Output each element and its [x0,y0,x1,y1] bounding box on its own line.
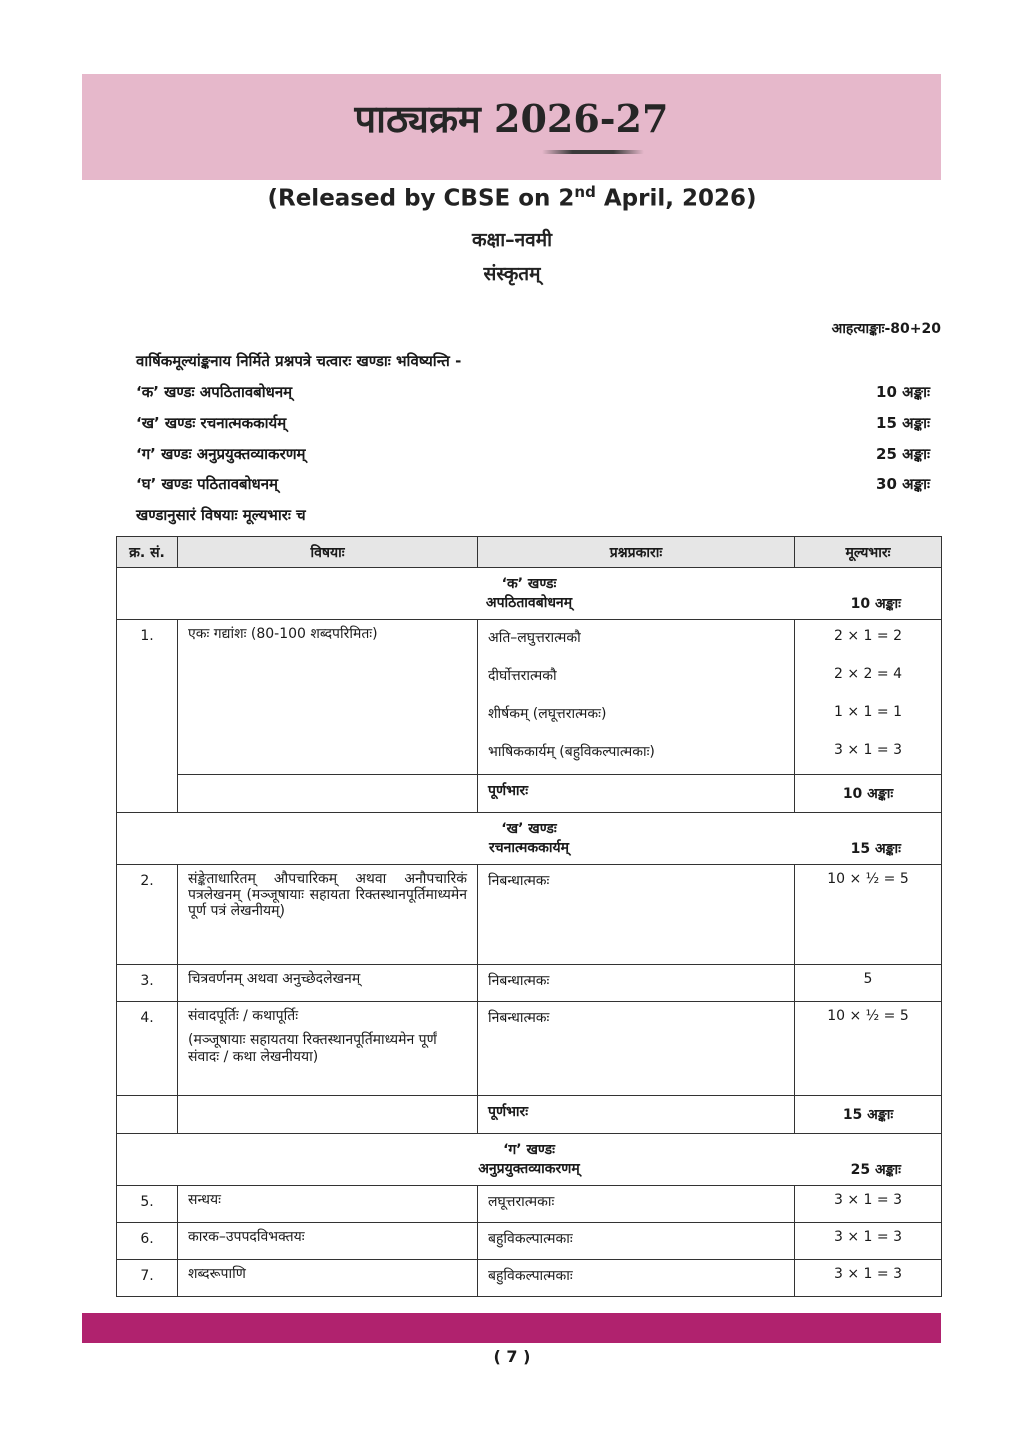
question-type-cell [478,620,795,775]
footer-band [82,1313,941,1343]
marks-cell: 10 × ½ = 5 [795,865,942,965]
question-type-cell: निबन्धात्मकः [478,865,795,965]
marks-value: 3 × 1 = 3 [834,742,902,758]
marks-cell: 3 × 1 = 3 [795,1260,942,1297]
section-row-a [117,568,942,620]
question-type-cell: निबन्धात्मकः [478,1002,795,1096]
topic-cell: शब्दरूपाणि [178,1260,478,1297]
serial-number: 2. [117,865,178,965]
topic-line: संवादपूर्तिः / कथापूर्तिः [188,1008,299,1024]
table-row [117,865,942,965]
serial-number: 7. [117,1260,178,1297]
table-row [117,965,942,1002]
section-label: ‘क’ खण्डः [501,576,557,592]
topic-cell: सन्धयः [178,1186,478,1223]
section-marks: 25 अङ्काः [850,1162,901,1178]
page-title: पाठ्यक्रम 2026-27 [354,96,669,141]
section-summary-b [136,413,930,437]
total-row-a [117,775,942,813]
empty-cell [117,1096,178,1134]
subject-label: संस्कृतम् [483,263,541,285]
syllabus-table [116,536,942,1297]
question-type-cell: बहुविकल्पात्मकाः [478,1260,795,1297]
section-name: ‘ख’ खण्डः रचनात्मककार्यम् [136,414,287,432]
question-type: भाषिककार्यम् (बहुविकल्पात्मकाः) [488,744,655,760]
question-type-cell: लघूत्तरात्मकाः [478,1186,795,1223]
question-type: दीर्घोत्तरात्मकौ [488,668,557,684]
section-label: ‘ख’ खण्डः [501,821,557,837]
section-marks: 30 अङ्काः [876,475,930,493]
question-type-cell: निबन्धात्मकः [478,965,795,1002]
release-note-end: April, 2026) [595,185,757,212]
question-type-cell: बहुविकल्पात्मकाः [478,1223,795,1260]
topic-note: (मञ्जूषायाः सहायतया रिक्तस्थानपूर्तिमाध्यमेन पूर्णं संवादः / कथा लेखनीयया) [188,1031,437,1065]
table-header-row [117,537,942,568]
total-label: पूर्णभारः [478,1096,795,1134]
section-row-b [117,813,942,865]
marks-cell: 3 × 1 = 3 [795,1186,942,1223]
topic-cell: कारक–उपपदविभक्तयः [178,1223,478,1260]
marks-cell: 3 × 1 = 3 [795,1223,942,1260]
section-title: अनुप्रयुक्तव्याकरणम् [478,1161,580,1177]
section-marks: 10 अङ्काः [876,383,930,401]
marks-value: 1 × 1 = 1 [834,704,902,720]
col-header-question-types: प्रश्नप्रकाराः [478,537,795,568]
table-row [117,1223,942,1260]
table-row [117,1186,942,1223]
section-row-c [117,1134,942,1186]
col-header-topics: विषयाः [178,537,478,568]
topic-cell: चित्रवर्णनम् अथवा अनुच्छेदलेखनम् [178,965,478,1002]
serial-number: 4. [117,1002,178,1096]
marks-cell: 10 × ½ = 5 [795,1002,942,1096]
section-marks: 25 अङ्काः [876,445,930,463]
section-summary-d [136,474,930,498]
distribution-heading: खण्डानुसारं विषयाः मूल्यभारः च [136,506,306,524]
section-title: अपठितावबोधनम् [485,595,573,611]
section-marks: 15 अङ्काः [876,414,930,432]
total-marks: आहत्याङ्काः-80+20 [831,321,941,337]
empty-cell [178,1096,478,1134]
total-row-b [117,1096,942,1134]
empty-cell [178,775,478,813]
total-marks-value: 10 अङ्काः [795,775,942,813]
table-row [117,1002,942,1096]
intro-text: वार्षिकमूल्यांङ्कनाय निर्मिते प्रश्नपत्रे चत्वारः खण्डाः भविष्यन्ति - [136,352,462,370]
table-row [117,1260,942,1297]
marks-value: 2 × 2 = 4 [834,666,902,682]
col-header-weightage: मूल्यभारः [795,537,942,568]
table-row [117,620,942,775]
class-label: कक्षा–नवमी [471,229,553,251]
section-name: ‘ग’ खण्डः अनुप्रयुक्तव्याकरणम् [136,445,306,463]
topic-cell [178,1002,478,1096]
total-marks-value: 15 अङ्काः [795,1096,942,1134]
section-summary-a [136,382,930,406]
release-note-ordinal: nd [574,183,596,201]
page-number: ( 7 ) [493,1347,531,1366]
header-band [82,74,941,180]
question-type: शीर्षकम् (लघूत्तरात्मकः) [488,706,607,722]
col-header-serial: क्र. सं. [117,537,178,568]
serial-number: 5. [117,1186,178,1223]
question-type: अति–लघुत्तरात्मकौ [488,630,581,646]
marks-cell [795,620,942,775]
section-title: रचनात्मककार्यम् [489,840,569,856]
section-label: ‘ग’ खण्डः [503,1142,555,1158]
marks-cell: 5 [795,965,942,1002]
serial-number: 6. [117,1223,178,1260]
section-marks: 15 अङ्काः [850,841,901,857]
serial-number: 3. [117,965,178,1002]
topic-cell: एकः गद्यांशः (80-100 शब्दपरिमितः) [178,620,478,775]
release-note [0,183,1024,212]
marks-value: 2 × 1 = 2 [834,628,902,644]
topic-cell: संङ्केताधारितम् औपचारिकम् अथवा अनौपचारिकं पत्रलेखनम् (मञ्जूषायाः सहायता रिक्तस्थानपूर्तिमाध्यमेन पूर्ण पत्रं लेखनीयम्) [178,865,478,965]
section-name: ‘क’ खण्डः अपठितावबोधनम् [136,383,293,401]
section-name: ‘घ’ खण्डः पठितावबोधनम् [136,475,279,493]
section-marks: 10 अङ्काः [850,596,901,612]
section-summary-c [136,444,930,468]
release-note-start: (Released by CBSE on 2 [267,185,575,212]
title-underline [542,150,644,154]
serial-number: 1. [117,620,178,813]
total-label: पूर्णभारः [478,775,795,813]
